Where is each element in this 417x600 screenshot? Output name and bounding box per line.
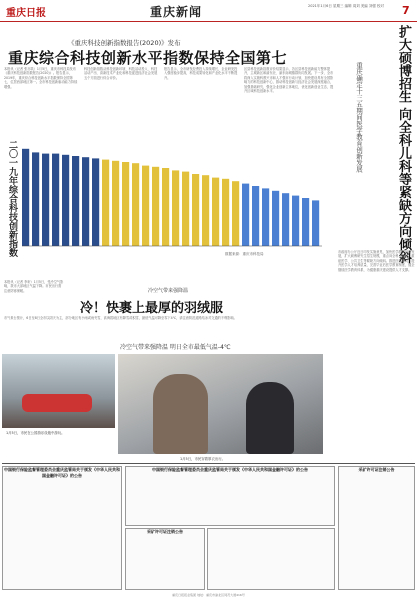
cold-headline: 冷！快裹上最厚的羽绒服 [80, 301, 224, 316]
page-number: 7 [402, 4, 410, 17]
chart-bar [252, 186, 259, 246]
chart-bar [182, 172, 189, 246]
ad-title-right: 采矿许可证注销公告 [358, 467, 395, 472]
chart-bar [242, 184, 249, 246]
photo1-caption: 1月5日，市民在公园游乐设施中游玩。 [6, 431, 65, 435]
cold-text-2: 市气象台预计，6日至8日全市以阴天为主，部分地区有小雨或雨夹雪，高海拔地区有降雪或积雪，最低气温可降至零下4℃，请注意防范道路结冰对交通的不利影响。 [4, 316, 237, 320]
chart-bar [212, 178, 219, 246]
chart-bar [22, 149, 29, 246]
ad-title-mid: 采矿许可证注销公告 [147, 529, 183, 534]
ad-box-table [207, 528, 335, 590]
bar-chart [4, 120, 324, 250]
ad-box-right [338, 466, 415, 590]
section-title: 重庆新闻 [150, 5, 203, 19]
chart-bar [72, 156, 79, 246]
photo-boat [22, 394, 92, 412]
chart-vertical-title: 二〇一九年综合科技创新指数 [7, 140, 17, 257]
chart-bar [32, 152, 39, 246]
chart-bar [92, 158, 99, 246]
chart-bar [122, 162, 129, 246]
body-text-column-3: 报告显示，全市研发经费投入持续增长，企业研发投入强度稳步提高，科技成果转化和产业化水平不断提升。 [164, 67, 238, 80]
photo-street-people [118, 354, 323, 454]
newspaper-logo: 重庆日报 [6, 8, 46, 19]
chart-bar [152, 167, 159, 246]
chart-bar [262, 188, 269, 246]
ad-box-left [2, 466, 122, 590]
photo-person-left [153, 374, 208, 454]
chart-bar [272, 191, 279, 246]
body-text-column-2: 科技创新指数从科技创新环境、科技活动投入、科技活动产出、高新技术产业化和科技促进经济社会发展五个方面进行综合评价。 [84, 67, 158, 80]
photo-person-right [246, 382, 294, 454]
cold-text-1: 本报讯（记者 李珩）1月5日，受冷空气影响，我市大部地区气温下降。市民出行需注意防寒保暖。 [4, 280, 64, 293]
chart-bar [42, 154, 49, 246]
chart-bar [162, 168, 169, 246]
photo-snow-park [2, 354, 115, 428]
chart-bar [172, 170, 179, 246]
ad-title-top-mid: 中国银行保险监督管理委员会重庆监管局关于颁发《中华人民共和国金融许可证》的公告 [152, 467, 308, 472]
main-headline: 重庆综合科技创新水平指数保持全国第七 [8, 49, 288, 67]
cold-subhead: 冷空气带来强降温 明日全市最低气温-4℃ [120, 344, 231, 351]
cold-kicker: 冷空气带来强降温 [148, 288, 189, 294]
side-body-text: 市政府办公厅近日印发实施意见，加快医学教育创新发展，扩大硕博研究生招生规模，重点向全科、儿科、重症医学、公共卫生等紧缺方向倾斜。推进医教协同，提升医学人才培养质量，完善毕业后医学教育制度，健全继续医学教育体系，为健康重庆建设提供人才支撑。 [338, 250, 415, 272]
chart-bar [62, 155, 69, 246]
ad-box-top-mid [125, 466, 335, 526]
main-kicker: 《重庆科技创新指数报告(2020)》发布 [68, 39, 181, 47]
chart-bar [52, 154, 59, 246]
chart-bar [312, 200, 319, 246]
chart-source: 数据来源：重庆市科技局 [225, 252, 264, 256]
chart-bar [202, 175, 209, 246]
ad-box-mid [125, 528, 205, 590]
chart-bar [192, 174, 199, 246]
chart-bar [82, 157, 89, 246]
footer: 重庆日报报业集团 地址：重庆市渝北区同茂大道416号 [172, 593, 245, 597]
body-text-column-4: 区县科技创新指数评价结果显示，各区县科技创新能力整体提升，主城新区和渝东北、渝东南城镇群协同发展。下一步，全市将深入实施科教兴市和人才强市行动计划，加快建设具有全国影响力的科技创新中心，推动科技创新与经济社会发展深度融合，加强基础研究，强化企业创新主体地位，优化创新创业生态，提升区域科技创新水平。 [244, 67, 334, 94]
body-text-column-1: 本报讯（记者 张亦筑）1月5日，重庆市科技局发布《重庆科技创新指数报告(2020)》。报告显示，2019年，重庆综合科技创新水平指数保持全国第七，位居西部地区第一。全市科技创新驱动能力持续增强。 [4, 67, 78, 89]
chart-bar [132, 163, 139, 246]
chart-bar [232, 181, 239, 246]
side-subhead: 重庆确定十三五期间医学教育创新发展 [355, 62, 363, 173]
chart-bar [142, 166, 149, 246]
side-headline: 扩大硕博招生 向全科儿科等紧缺方向倾斜 [396, 25, 411, 264]
photo2-caption: 1月5日，市民穿着厚衣出行。 [180, 457, 226, 461]
ad-title-left: 中国银行保险监督管理委员会重庆监管局关于颁发《中华人民共和国金融许可证》的公告 [4, 467, 120, 478]
chart-bar [222, 179, 229, 246]
ads-section [2, 463, 415, 593]
chart-bar [302, 198, 309, 246]
chart-bar [292, 196, 299, 246]
chart-bar [282, 193, 289, 246]
chart-bar [112, 161, 119, 246]
edition-info: 2021年1月6日 星期三 编辑 周刘 美编 刘强 校对 [308, 4, 385, 8]
masthead [0, 0, 417, 22]
chart-bar [102, 160, 109, 246]
